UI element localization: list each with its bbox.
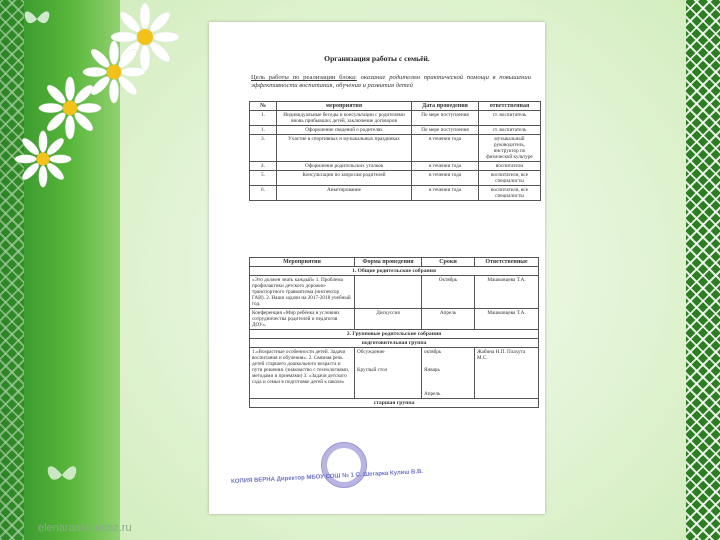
table-cell: Анкетирование <box>277 186 412 201</box>
table-cell: Участие в спортивных и музыкальных праздниках <box>277 135 412 162</box>
table-cell: Индивидуальные беседы и консультации с родителями вновь прибывших детей, заключение договоров <box>277 111 412 126</box>
table-cell: Оформление сведений о родителях <box>277 126 412 135</box>
table-cell: воспитатели, все специалисты <box>479 186 541 201</box>
form-item: Круглый стол <box>357 367 388 373</box>
document-title: Организация работы с семьёй. <box>324 54 430 63</box>
table-header: ответственная <box>479 102 541 111</box>
table-row <box>250 135 541 162</box>
table-row <box>250 186 541 201</box>
table-row <box>250 111 541 126</box>
table-cell: По мере поступления <box>412 111 479 126</box>
table-row <box>250 276 539 309</box>
table-cell: в течении года <box>412 162 479 171</box>
form-item: Обсуждение <box>357 349 385 355</box>
table-header: Сроки <box>422 258 475 267</box>
table-cell: 5. <box>250 171 277 186</box>
table-cell: 4. <box>250 162 277 171</box>
table-header: мероприятия <box>277 102 412 111</box>
certification-stamp: КОПИЯ ВЕРНА Директор МБОУ СОШ № 1 С. Шегарка Кулиш В.В. <box>230 468 424 486</box>
table-cell: Оформление родительских уголков <box>277 162 412 171</box>
section-heading: 2. Групповые родительские собрания <box>250 330 539 339</box>
goal-label: Цель работы по реализации блока: <box>251 74 357 81</box>
table-header: Мероприятия <box>250 258 355 267</box>
butterfly-icon-bottom <box>44 460 80 490</box>
daisy-decoration-4 <box>14 130 72 188</box>
table-cell: 3. <box>250 135 277 162</box>
document-goal <box>251 74 531 90</box>
table-row <box>250 348 539 399</box>
table-row <box>250 309 539 330</box>
table-cell: «Это должен знать каждый» 1. Проблема профилактики детского дорожно-транспортного травматизма (инспектор ГАИ). 2. Наши задачи на 2017-2018 учебный год. <box>250 276 355 309</box>
goal-text: оказание родителям практической помощи в повышении эффективности воспитания, обучения и развития детей <box>251 74 531 90</box>
table-cell: ст. воспитатель <box>479 111 541 126</box>
date-item: октябрь <box>424 349 442 355</box>
table-header: Дата проведения <box>412 102 479 111</box>
date-item: Январь <box>424 367 440 373</box>
meetings-table <box>249 257 539 408</box>
document-page <box>209 22 545 514</box>
table-cell: в течении года <box>412 135 479 162</box>
subsection-heading: старшая группа <box>250 399 539 408</box>
table-cell: в течении года <box>412 171 479 186</box>
table-header: Форма проведения <box>355 258 422 267</box>
table-cell: 6. <box>250 186 277 201</box>
watermark: elenaranko.ucoz.ru <box>38 522 132 534</box>
table-cell: По мере поступления <box>412 126 479 135</box>
table-row <box>250 171 541 186</box>
table-cell: воспитатели, все специалисты <box>479 171 541 186</box>
left-pattern-border <box>0 0 24 540</box>
table-cell: 1.«Возрастные особенности детей. Задачи воспитания и обучения». 2. Связная речь детей старшего дошкольного возраста и пути решения. (знакомство с технологиями, методами и приемами) 3. «Задачи детского сада и семьи в подготовке детей к школе» <box>250 348 355 399</box>
table-cell: музыкальный руководитель, инструктор по физической культуре <box>479 135 541 162</box>
table-cell: Конференция «Мир ребёнка в условиях сотрудничества родителей и педагогов ДОУ». <box>250 309 355 330</box>
butterfly-icon-top <box>22 6 52 32</box>
table-header: № <box>250 102 277 111</box>
subsection-heading: подготовительная группа <box>250 339 539 348</box>
table-cell <box>422 348 475 399</box>
section-heading: 1. Общие родительские собрания <box>250 267 539 276</box>
events-table <box>249 101 541 201</box>
table-cell: Машковцева Т.А. <box>475 276 539 309</box>
official-stamp <box>321 442 367 488</box>
table-cell: Машковцева Т.А. <box>475 309 539 330</box>
table-header: Ответственные <box>475 258 539 267</box>
table-cell: 1. <box>250 111 277 126</box>
table-row <box>250 126 541 135</box>
table-cell: воспитатели <box>479 162 541 171</box>
table-cell: ст. воспитатель <box>479 126 541 135</box>
table-row <box>250 162 541 171</box>
table-cell: Консультации по запросам родителей <box>277 171 412 186</box>
table-cell: Дискуссия <box>355 309 422 330</box>
table-cell: Октябрь <box>422 276 475 309</box>
table-cell: в течении года <box>412 186 479 201</box>
right-pattern-border <box>686 0 720 540</box>
table-cell: Апрель <box>422 309 475 330</box>
table-cell <box>355 348 422 399</box>
table-cell: 1. <box>250 126 277 135</box>
table-cell <box>355 276 422 309</box>
date-item: Апрель <box>424 391 441 397</box>
table-cell: Жабина Н.П. Плахута М.С. <box>475 348 539 399</box>
